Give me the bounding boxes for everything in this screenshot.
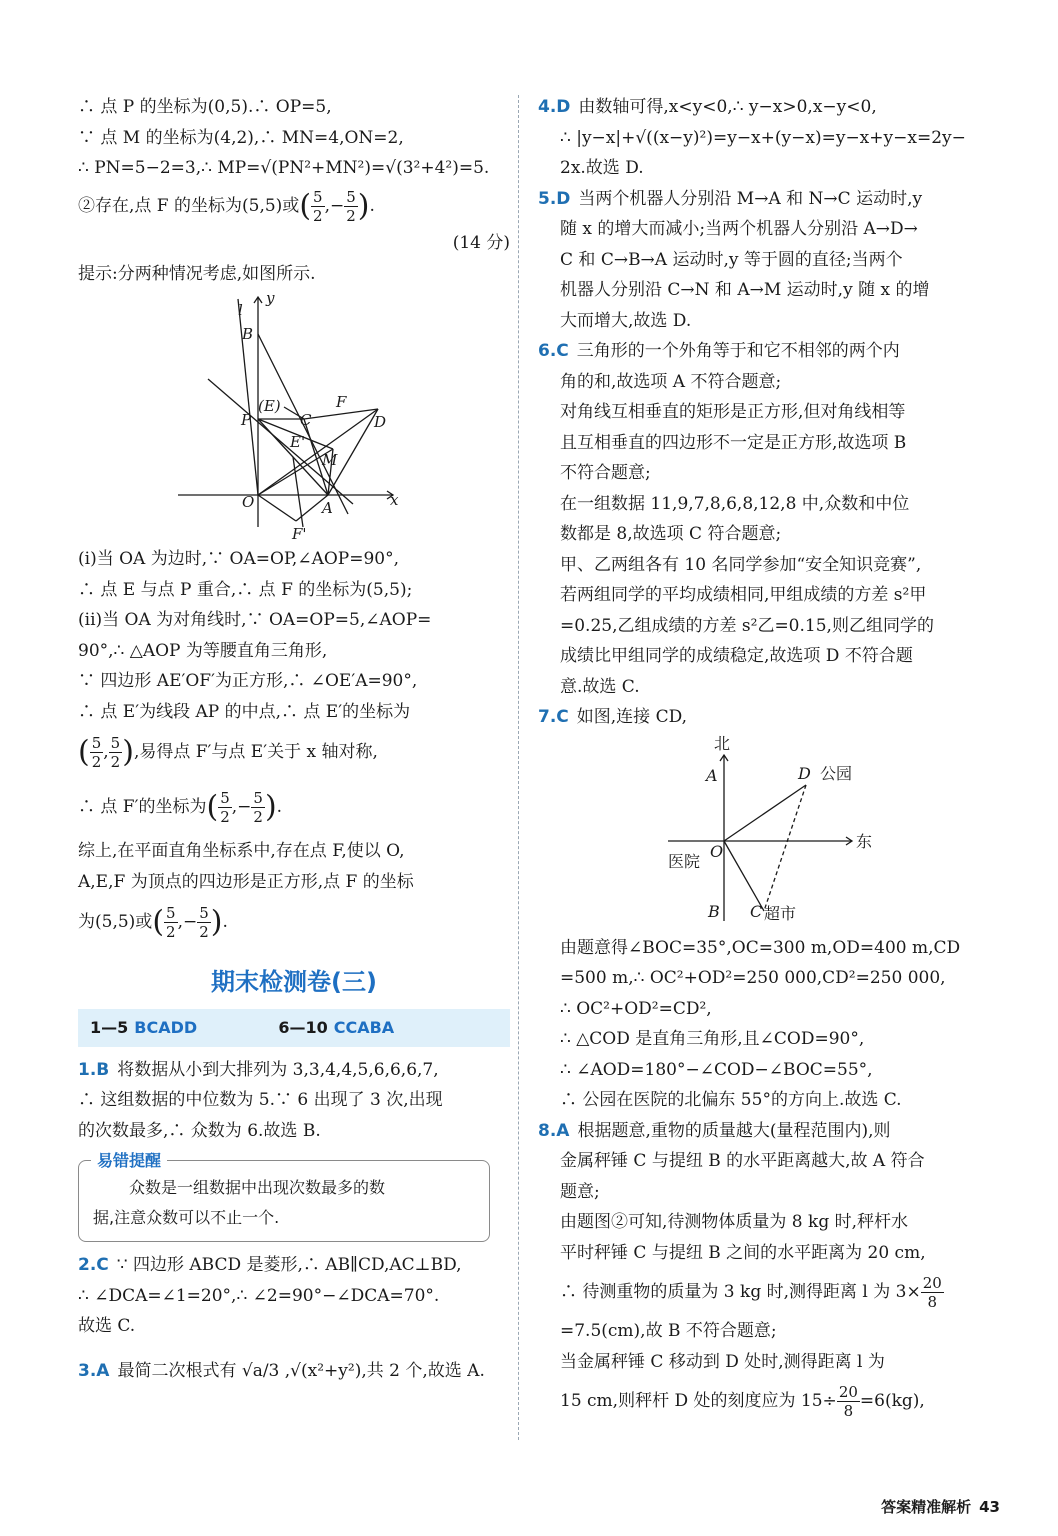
frac-num: 5 (166, 904, 176, 922)
text-line: 在一组数据 11,9,7,8,6,8,12,8 中,众数和中位 (560, 493, 910, 514)
text-span: 根据题意,重物的质量越大(量程范围内),则 (577, 1120, 891, 1141)
question-number: 8.A (538, 1120, 570, 1141)
text-line: ∴ ∠DCA=∠1=20°,∴ ∠2=90°−∠DCA=70°. (78, 1285, 440, 1306)
label-e: (E) (258, 397, 281, 415)
question-number: 4.D (538, 97, 571, 117)
frac-den: 8 (927, 1293, 938, 1311)
text-line: 众数是一组数据中出现次数最多的数 (129, 1178, 386, 1197)
text-line: ∴ ∠AOD=180°−∠COD−∠BOC=55°, (560, 1059, 873, 1080)
tip-box (78, 1151, 490, 1242)
text-line: 2x.故选 D. (560, 158, 644, 178)
text-span: ,易得点 F′与点 E′关于 x 轴对称, (133, 742, 378, 762)
frac-den: 2 (253, 807, 263, 826)
frac-den: 2 (110, 753, 121, 771)
text-span: 如图,连接 CD, (576, 707, 688, 727)
text-line: 成绩比甲组同学的成绩稳定,故选项 D 不符合题 (560, 646, 913, 666)
compass-figure (538, 733, 986, 933)
text-line: 大而增大,故选 D. (560, 310, 692, 331)
question-number: 7.C (538, 707, 569, 727)
text-line: 数都是 8,故选项 C 符合题意; (560, 524, 782, 544)
frac-line (538, 1377, 986, 1425)
frac-den: 8 (843, 1402, 854, 1420)
coordinate-figure (78, 289, 510, 544)
frac-den: 2 (91, 753, 102, 771)
frac-num: 5 (253, 788, 263, 807)
text-line: (ii)当 OA 为对角线时,∵ OA=OP=5,∠AOP= (78, 610, 432, 630)
text-line: 且互相垂直的四边形不一定是正方形,故选项 B (560, 432, 907, 453)
label-o: O (710, 841, 724, 861)
text-span: ②存在,点 F 的坐标为(5,5)或 (78, 195, 300, 216)
text-span: 将数据从小到大排列为 3,3,4,4,5,6,6,6,7, (117, 1059, 439, 1080)
frac-num: 20 (838, 1383, 858, 1401)
question-number: 2.C (78, 1255, 109, 1275)
label-p: P (241, 411, 252, 429)
answer-bar (78, 1009, 510, 1047)
question-2 (78, 1250, 510, 1281)
f-coordinate-line: ②存在,点 F 的坐标为(5,5)或( $\frac{5}{2}$ ,− $\frac{5}{2}$ ). (78, 187, 375, 225)
label-l: l (238, 301, 243, 319)
label-f-prime: F' (292, 525, 307, 543)
text-span: 三角形的一个外角等于和它不相邻的两个内 (576, 341, 900, 361)
label-hospital: 医院 (668, 851, 701, 871)
text-line: 角的和,故选项 A 不符合题意; (560, 371, 782, 392)
f-prime-coordinate-line: ∴ 点 F′的坐标为( $\frac{5}{2}$ ,− $\frac{5}{2}$ ). (78, 788, 283, 826)
hint: 提示:分两种情况考虑,如图所示. (78, 263, 316, 284)
question-number: 1.B (78, 1059, 110, 1080)
text-line: ∴ OC²+OD²=CD², (560, 998, 712, 1019)
question-4 (538, 92, 986, 123)
page-number: 43 (979, 1498, 1000, 1516)
frac-num: 5 (313, 187, 323, 206)
text-line: 故选 C. (78, 1316, 136, 1336)
label-park: 公园 (820, 763, 853, 783)
text-line: ∴ |y−x|+√((x−y)²)=y−x+(y−x)=y−x+y−x=2y− (560, 127, 966, 148)
score: (14 分) (452, 233, 510, 253)
frac-num: 5 (220, 788, 230, 807)
text-line: ∴ 这组数据的中位数为 5.∵ 6 出现了 3 次,出现 (78, 1090, 443, 1110)
text-line: (i)当 OA 为边时,∵ OA=OP,∠AOP=90°, (78, 549, 399, 569)
right-column (538, 92, 986, 1425)
question-number: 6.C (538, 341, 569, 361)
text-line: 对角线互相垂直的矩形是正方形,但对角线相等 (560, 402, 906, 422)
text-line: ∴ 点 E 与点 P 重合,∴ 点 F 的坐标为(5,5); (78, 579, 413, 600)
answer-values: BCADD (134, 1017, 198, 1037)
frac-num: 20 (922, 1274, 942, 1292)
text-line: ∵ 点 M 的坐标为(4,2),∴ MN=4,ON=2, (78, 127, 404, 148)
label-y: y (266, 289, 275, 307)
frac-den: 2 (346, 206, 356, 225)
label-f: F (336, 393, 347, 411)
label-x: x (390, 491, 399, 509)
left-column (78, 92, 510, 1386)
text-span: 当两个机器人分别沿 M→A 和 N→C 运动时,y (578, 188, 923, 209)
text-line: =500 m,∴ OC²+OD²=250 000,CD²=250 000, (560, 968, 946, 988)
text-line: 据,注意众数可以不止一个. (93, 1208, 280, 1227)
text-line: ∴ 点 E′为线段 AP 的中点,∴ 点 E′的坐标为 (78, 701, 411, 722)
text-span: 为(5,5)或 (78, 912, 153, 932)
question-1 (78, 1055, 510, 1086)
answer-values: CCABA (333, 1017, 395, 1037)
text-line: =0.25,乙组成绩的方差 s²乙=0.15,则乙组同学的 (560, 615, 934, 636)
text-span: ∴ 待测重物的质量为 3 kg 时,测得距离 l 为 3× (560, 1282, 921, 1302)
frac-line (538, 1268, 986, 1316)
frac-num: 5 (199, 904, 209, 922)
text-span: ∴ 点 F′的坐标为 (78, 796, 207, 817)
text-line: 平时秤锤 C 与提纽 B 之间的水平距离为 20 cm, (560, 1242, 926, 1263)
label-d: D (374, 413, 387, 431)
text-line: 当金属秤锤 C 移动到 D 处时,测得距离 l 为 (560, 1351, 885, 1372)
summary-last-line: 为(5,5)或( $\frac{5}{2}$ ,− $\frac{5}{2}$ ). (78, 904, 228, 941)
text-line: 90°,∴ △AOP 为等腰直角三角形, (78, 640, 328, 661)
label-m: M (322, 451, 338, 469)
text-line: 随 x 的增大而减小;当两个机器人分别沿 A→D→ (560, 219, 918, 239)
label-east: 东 (856, 831, 873, 851)
text-line: ∴ △COD 是直角三角形,且∠COD=90°, (560, 1029, 865, 1049)
text-line: 由题意得∠BOC=35°,OC=300 m,OD=400 m,CD (560, 937, 961, 958)
question-number: 5.D (538, 188, 571, 209)
label-e-prime: E' (290, 433, 306, 451)
frac-num: 5 (110, 734, 121, 752)
question-6 (538, 336, 986, 367)
text-span: 最简二次根式有 √a/3 ,√(x²+y²),共 2 个,故选 A. (117, 1360, 485, 1381)
label-a: A (322, 499, 333, 517)
frac-den: 2 (199, 923, 209, 941)
label-c: C (750, 901, 763, 921)
text-line: ∴ 公园在医院的北偏东 55°的方向上.故选 C. (560, 1090, 902, 1110)
text-line: 由题图②可知,待测物体质量为 8 kg 时,秤杆水 (560, 1212, 909, 1232)
text-line: 若两组同学的平均成绩相同,甲组成绩的方差 s²甲 (560, 585, 927, 605)
text-line: A,E,F 为顶点的四边形是正方形,点 F 的坐标 (78, 871, 414, 892)
column-divider (518, 95, 519, 1440)
question-number: 3.A (78, 1360, 110, 1381)
text-line: =7.5(cm),故 B 不符合题意; (560, 1321, 777, 1341)
text-span: 15 cm,则秤杆 D 处的刻度应为 15÷ (560, 1391, 837, 1411)
text-line: ∵ 四边形 AE′OF′为正方形,∴ ∠OE′A=90°, (78, 671, 418, 691)
page-footer (881, 1496, 1000, 1517)
e-prime-coordinate-line: ( $\frac{5}{2}$ , $\frac{5}{2}$ ),易得点 F′与点 E′关于 x 轴对称, (78, 734, 378, 771)
frac-num: 5 (91, 734, 102, 752)
footer-label: 答案精准解析 (881, 1498, 972, 1516)
question-3 (78, 1356, 510, 1387)
text-line: 的次数最多,∴ 众数为 6.故选 B. (78, 1120, 321, 1141)
label-north: 北 (714, 733, 731, 753)
label-b: B (708, 901, 720, 921)
text-line: ∴ PN=5−2=3,∴ MP=√(PN²+MN²)=√(3²+4²)=5. (78, 158, 490, 178)
text-span: . (369, 195, 375, 216)
label-c: C (300, 411, 312, 429)
label-a: A (706, 765, 718, 785)
text-line: 题意; (560, 1181, 600, 1202)
frac-den: 2 (220, 807, 230, 826)
question-8 (538, 1116, 986, 1147)
label-supermarket: 超市 (764, 903, 797, 923)
text-line: C 和 C→B→A 运动时,y 等于圆的直径;当两个 (560, 249, 903, 270)
frac-num: 5 (346, 187, 356, 206)
label-b: B (242, 325, 254, 343)
text-span: =6(kg), (859, 1391, 925, 1411)
frac-den: 2 (313, 206, 323, 225)
exam-title: 期末检测卷(三) (211, 967, 377, 996)
text-line: 甲、乙两组各有 10 名同学参加“安全知识竞赛”, (560, 554, 922, 575)
text-line: 意.故选 C. (560, 676, 640, 697)
text-span: ∵ 四边形 ABCD 是菱形,∴ AB∥CD,AC⊥BD, (116, 1255, 462, 1275)
question-7 (538, 702, 986, 733)
answer-range: 6—10 (278, 1017, 328, 1037)
label-o: O (242, 493, 255, 511)
text-line: 不符合题意; (560, 463, 651, 483)
label-d: D (798, 763, 811, 783)
text-span: 由数轴可得,x<y<0,∴ y−x>0,x−y<0, (578, 97, 877, 117)
text-line: 机器人分别沿 C→N 和 A→M 运动时,y 随 x 的增 (560, 280, 930, 300)
tip-label: 易错提醒 (91, 1148, 167, 1171)
question-5 (538, 184, 986, 215)
text-line: ∴ 点 P 的坐标为(0,5).∴ OP=5, (78, 97, 332, 117)
text-line: 金属秤锤 C 与提纽 B 的水平距离越大,故 A 符合 (560, 1151, 925, 1171)
frac-den: 2 (166, 923, 176, 941)
text-line: 综上,在平面直角坐标系中,存在点 F,使以 O, (78, 841, 405, 861)
answer-range: 1—5 (90, 1017, 129, 1037)
